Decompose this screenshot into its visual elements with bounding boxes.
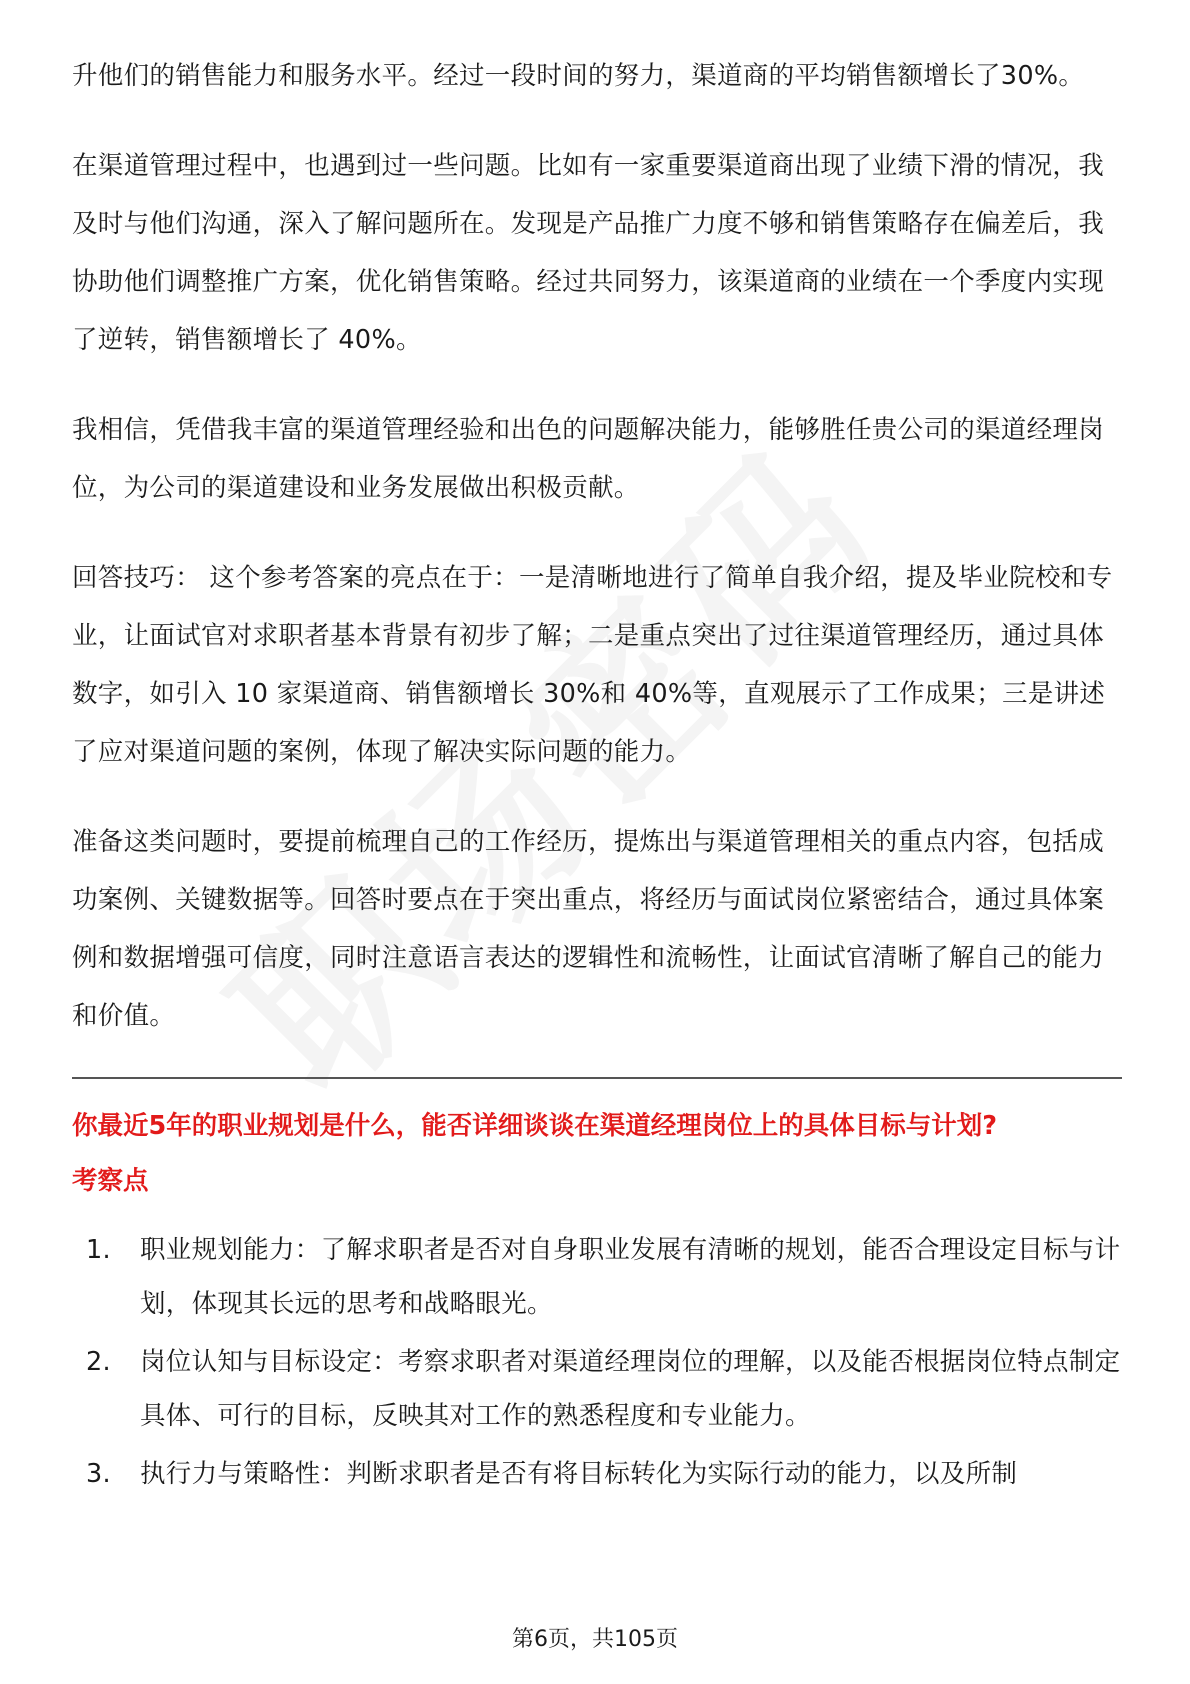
page-content [72,47,1122,1505]
list-item [86,1447,1122,1501]
paragraph: 在渠道管理过程中，也遇到过一些问题。比如有一家重要渠道商出现了业绩下滑的情况，我及时与他们沟通，深入了解问题所在。发现是产品推广力度不够和销售策略存在偏差后，我协助他们调整推广方案，优化销售策略。经过共同努力，该渠道商的业绩在一个季度内实现了逆转，销售额增长了 40%。 [72,151,1105,355]
list-item-text: 岗位认知与目标设定：考察求职者对渠道经理岗位的理解，以及能否根据岗位特点制定具体、可行的目标，反映其对工作的熟悉程度和专业能力。 [140,1346,1121,1431]
list-number: 2. [86,1346,111,1377]
page-number: 第6页，共105页 [512,1627,678,1652]
question-title: 你最近5年的职业规划是什么，能否详细谈谈在渠道经理岗位上的具体目标与计划? [72,1110,998,1141]
section-label: 考察点 [72,1165,149,1196]
assessment-points-list [72,1223,1122,1501]
paragraph: 准备这类问题时，要提前梳理自己的工作经历，提炼出与渠道管理相关的重点内容，包括成功案例、关键数据等。回答时要点在于突出重点，将经历与面试岗位紧密结合，通过具体案例和数据增强可信度，同时注意语言表达的逻辑性和流畅性，让面试官清晰了解自己的能力和价值。 [72,827,1105,1031]
answer-tips-paragraph: 回答技巧： 这个参考答案的亮点在于：一是清晰地进行了简单自我介绍，提及毕业院校和专业，让面试官对求职者基本背景有初步了解；二是重点突出了过往渠道管理经历，通过具体数字，如引入 10 家渠道商、销售额增长 30%和 40%等，直观展示了工作成果；三是讲述了应对渠道问题的案例，体现了解决实际问题的能力。 [72,563,1113,767]
section-divider [72,1077,1122,1079]
paragraph: 升他们的销售能力和服务水平。经过一段时间的努力，渠道商的平均销售额增长了30%。 [72,61,1085,91]
list-item-text: 执行力与策略性：判断求职者是否有将目标转化为实际行动的能力，以及所制 [140,1458,1018,1489]
list-item [86,1335,1122,1443]
paragraph: 我相信，凭借我丰富的渠道管理经验和出色的问题解决能力，能够胜任贵公司的渠道经理岗位，为公司的渠道建设和业务发展做出积极贡献。 [72,415,1105,503]
list-item [86,1223,1122,1331]
list-item-text: 职业规划能力：了解求职者是否对自身职业发展有清晰的规划，能否合理设定目标与计划，体现其长远的思考和战略眼光。 [140,1234,1121,1319]
list-number: 1. [86,1234,111,1265]
list-number: 3. [86,1458,111,1489]
